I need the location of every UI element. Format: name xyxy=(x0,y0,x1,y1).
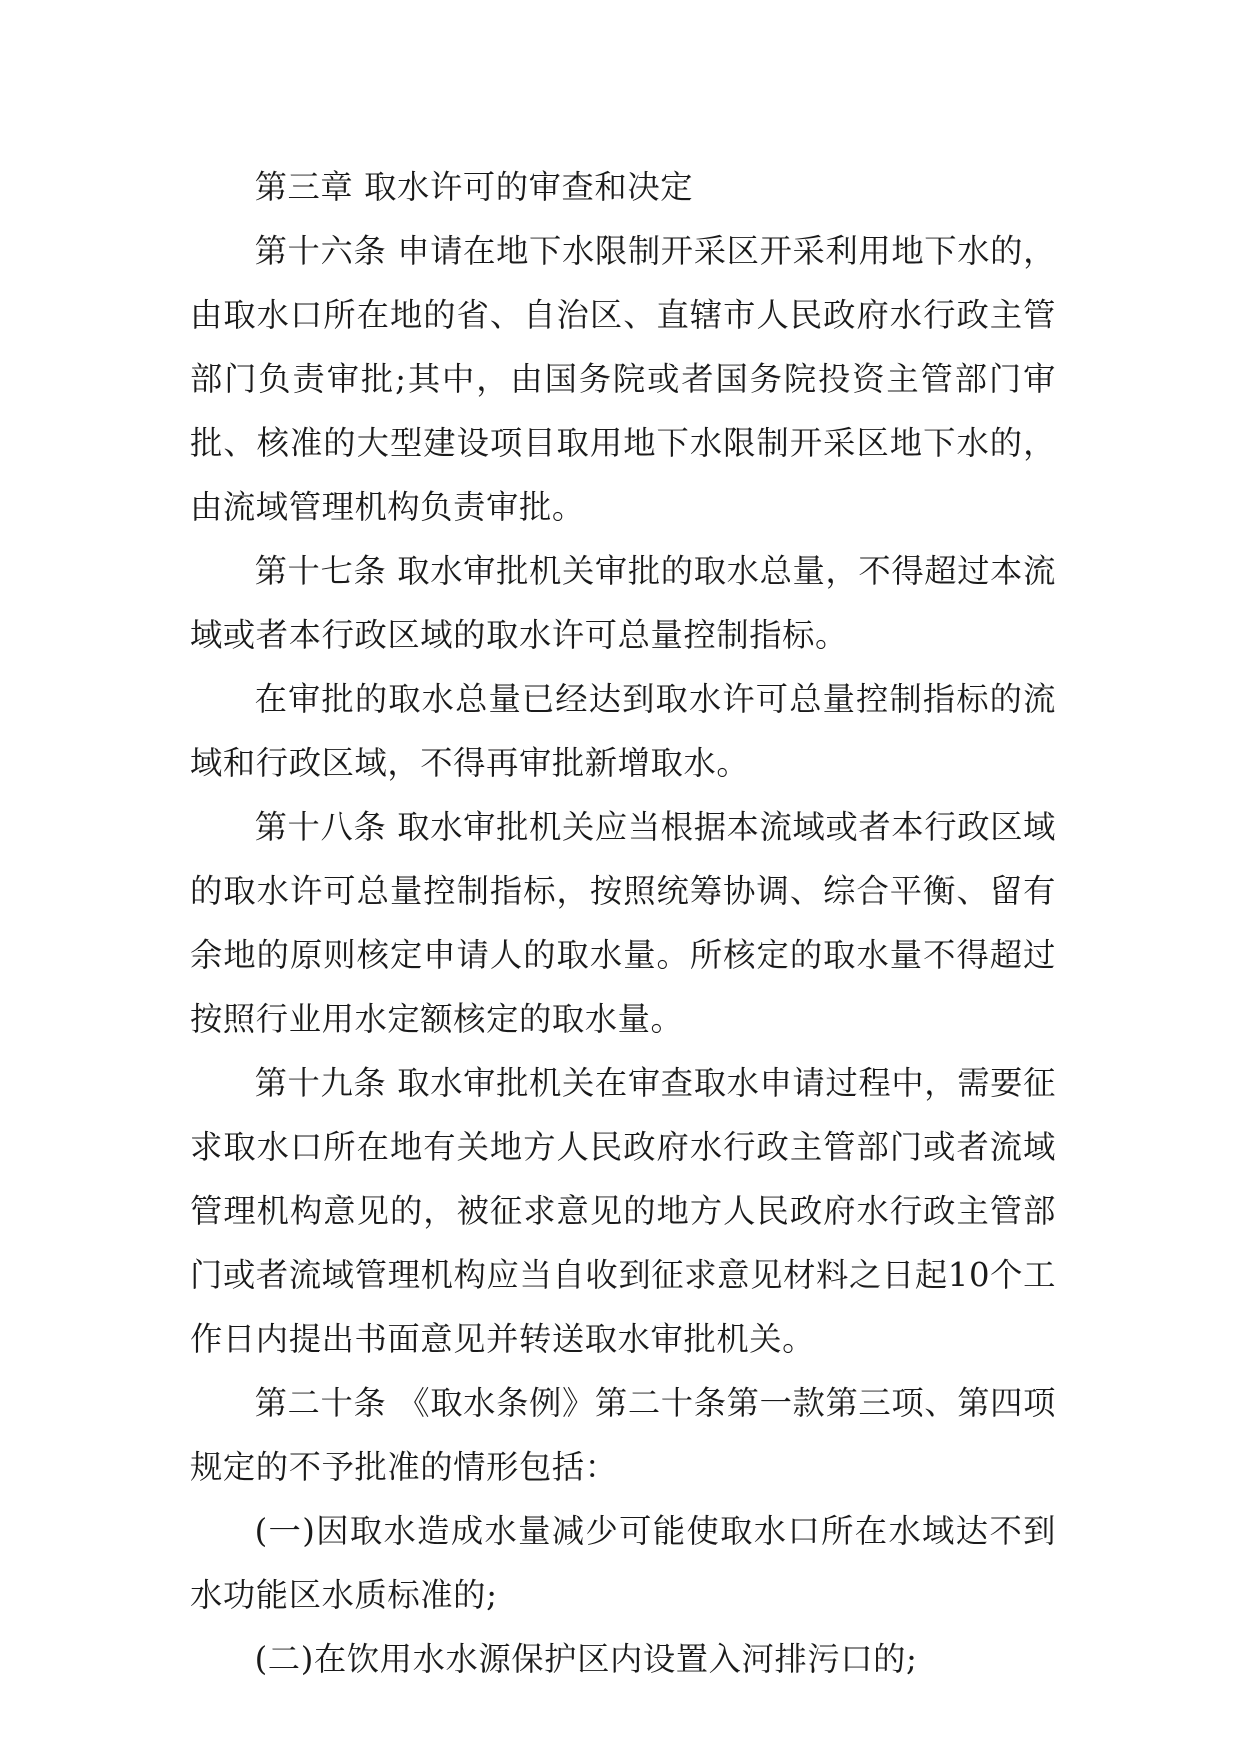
article-19: 第十九条 取水审批机关在审查取水申请过程中，需要征求取水口所在地有关地方人民政府水行政主管部门或者流域管理机构意见的，被征求意见的地方人民政府水行政主管部门或者流域管理机构应当自收到征求意见材料之日起10个工作日内提出书面意见并转送取水审批机关。 xyxy=(190,1064,1056,1358)
chapter-title: 第三章 取水许可的审查和决定 xyxy=(254,168,694,206)
article-20-item-1: (一)因取水造成水量减少可能使取水口所在水域达不到水功能区水质标准的; xyxy=(190,1512,1056,1614)
article-18: 第十八条 取水审批机关应当根据本流域或者本行政区域的取水许可总量控制指标，按照统筹协调、综合平衡、留有余地的原则核定申请人的取水量。所核定的取水量不得超过按照行业用水定额核定的取水量。 xyxy=(190,808,1056,1038)
article-17: 第十七条 取水审批机关审批的取水总量，不得超过本流域或者本行政区域的取水许可总量控制指标。 xyxy=(190,552,1056,654)
article-20: 第二十条 《取水条例》第二十条第一款第三项、第四项规定的不予批准的情形包括： xyxy=(190,1384,1056,1486)
document-page xyxy=(190,155,1056,1691)
article-20-item-2: (二)在饮用水水源保护区内设置入河排污口的; xyxy=(254,1640,918,1678)
article-17-paragraph-2: 在审批的取水总量已经达到取水许可总量控制指标的流域和行政区域，不得再审批新增取水。 xyxy=(190,680,1056,782)
article-16: 第十六条 申请在地下水限制开采区开采利用地下水的，由取水口所在地的省、自治区、直辖市人民政府水行政主管部门负责审批;其中，由国务院或者国务院投资主管部门审批、核准的大型建设项目取用地下水限制开采区地下水的，由流域管理机构负责审批。 xyxy=(190,232,1056,526)
